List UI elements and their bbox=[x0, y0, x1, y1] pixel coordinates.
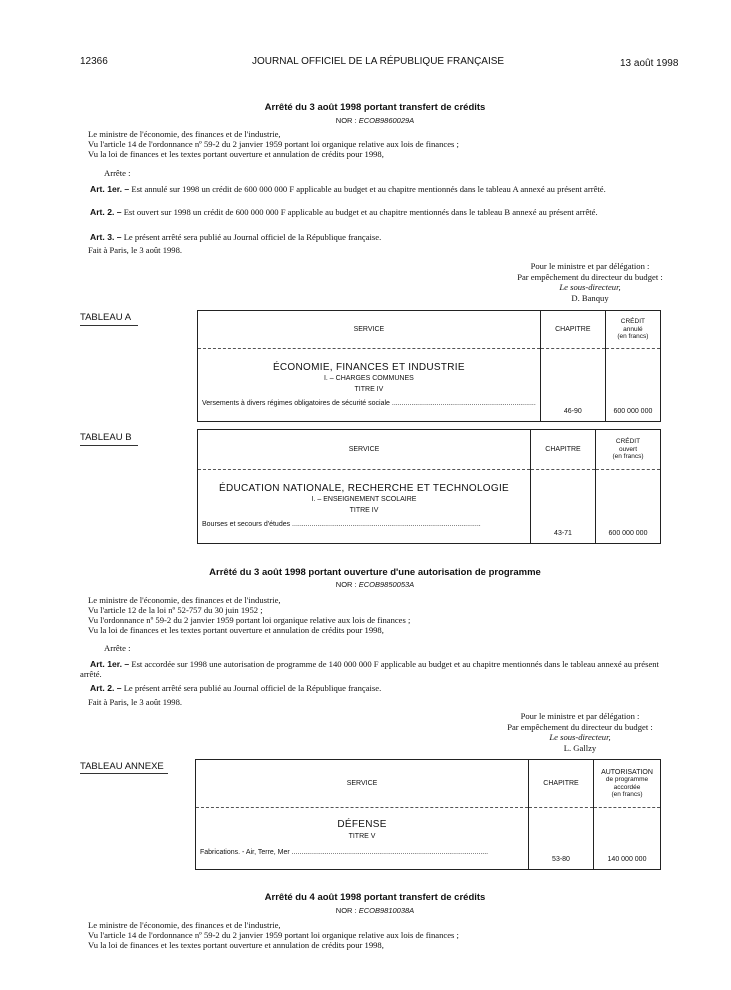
preamble-line: Vu la loi de finances et les textes portant ouverture et annulation de crédits pour 1998, bbox=[88, 149, 384, 159]
signature-block: Pour le ministre et par délégation : Par empêchement du directeur du budget : Le sous-directeur, D. Banquy bbox=[517, 261, 663, 303]
arrete-label: Arrête : bbox=[104, 643, 131, 653]
divider bbox=[80, 325, 138, 326]
preamble-line: Vu la loi de finances et les textes portant ouverture et annulation de crédits pour 1998, bbox=[88, 625, 384, 635]
ministry-cell: ÉCONOMIE, FINANCES ET INDUSTRIE I. – CHARGES COMMUNES TITRE IV Versements à divers régimes obligatoires de sécurité sociale .......................................................................... bbox=[198, 349, 541, 422]
issue-date: 13 août 1998 bbox=[620, 58, 679, 69]
preamble-line: Le ministre de l'économie, des finances et de l'industrie, bbox=[88, 129, 281, 139]
chapitre-cell: 43-71 bbox=[531, 470, 596, 544]
table-row: Versements à divers régimes obligatoires de sécurité sociale .......................................................................... bbox=[202, 399, 536, 407]
programme-table bbox=[195, 759, 661, 870]
table-label: TABLEAU A bbox=[80, 312, 132, 323]
table-row: Bourses et secours d'études ................................................................................................. bbox=[202, 521, 481, 528]
nor-reference: NOR : ECOB9810038A bbox=[335, 906, 415, 915]
chapitre-cell: 46-90 bbox=[540, 349, 605, 422]
column-header: SERVICE bbox=[196, 760, 529, 808]
article: Art. 1er. – Est annulé sur 1998 un crédit de 600 000 000 F applicable au budget et au chapitre mentionnés dans le tableau A annexé au présent arrêté. bbox=[90, 184, 606, 194]
decree-title: Arrêté du 3 août 1998 portant transfert de crédits bbox=[264, 102, 486, 113]
signature-block: Pour le ministre et par délégation : Par empêchement du directeur du budget : Le sous-directeur, L. Gallzy bbox=[507, 711, 653, 753]
article: Art. 2. – Est ouvert sur 1998 un crédit de 600 000 000 F applicable au budget et au chapitre mentionnés dans le tableau B annexé au présent arrêté. bbox=[90, 207, 598, 217]
page-number: 12366 bbox=[80, 56, 108, 67]
table-row: Fabrications. - Air, Terre, Mer ..................................................................................................... bbox=[200, 848, 489, 856]
decree-title: Arrêté du 4 août 1998 portant transfert de crédits bbox=[264, 892, 486, 903]
preamble-line: Le ministre de l'économie, des finances et de l'industrie, bbox=[88, 595, 281, 605]
decree-title: Arrêté du 3 août 1998 portant ouverture d'une autorisation de programme bbox=[209, 567, 541, 578]
amount-cell: 140 000 000 bbox=[594, 808, 661, 870]
credit-table bbox=[197, 310, 661, 422]
preamble-line: Le ministre de l'économie, des finances et de l'industrie, bbox=[88, 920, 281, 930]
credit-table bbox=[197, 429, 661, 544]
amount-cell: 600 000 000 bbox=[605, 349, 660, 422]
article: Art. 3. – Le présent arrêté sera publié au Journal officiel de la République française. bbox=[90, 232, 382, 242]
column-header: SERVICE bbox=[198, 430, 531, 470]
nor-reference: NOR : ECOB9860029A bbox=[335, 116, 415, 125]
column-header: AUTORISATION de programme accordée (en francs) bbox=[594, 760, 661, 808]
table-label: TABLEAU ANNEXE bbox=[80, 761, 164, 772]
preamble-line: Vu la loi de finances et les textes portant ouverture et annulation de crédits pour 1998, bbox=[88, 940, 384, 950]
column-header: SERVICE bbox=[198, 311, 541, 349]
ministry-cell: DÉFENSE TITRE V Fabrications. - Air, Terre, Mer ..................................................................................................... bbox=[196, 808, 529, 870]
divider bbox=[80, 773, 168, 774]
column-header: CRÉDIT annulé (en francs) bbox=[605, 311, 660, 349]
preamble-line: Vu l'ordonnance nº 59-2 du 2 janvier 1959 portant loi organique relative aux lois de finances ; bbox=[88, 615, 411, 625]
preamble-line: Vu l'article 14 de l'ordonnance nº 59-2 du 2 janvier 1959 portant loi organique relative aux lois de finances ; bbox=[88, 139, 459, 149]
column-header: CHAPITRE bbox=[529, 760, 594, 808]
divider bbox=[80, 445, 138, 446]
column-header: CHAPITRE bbox=[540, 311, 605, 349]
table-label: TABLEAU B bbox=[80, 432, 132, 443]
article: Art. 1er. – Est accordée sur 1998 une autorisation de programme de 140 000 000 F applicable au budget et au chapitre mentionnés dans le tableau annexé au présent arrêté. bbox=[80, 659, 659, 679]
preamble-line: Vu l'article 12 de la loi nº 52-757 du 30 juin 1952 ; bbox=[88, 605, 263, 615]
chapitre-cell: 53-80 bbox=[529, 808, 594, 870]
amount-cell: 600 000 000 bbox=[596, 470, 661, 544]
nor-reference: NOR : ECOB9850053A bbox=[335, 580, 415, 589]
journal-title: JOURNAL OFFICIEL DE LA RÉPUBLIQUE FRANÇAISE bbox=[252, 56, 505, 67]
column-header: CHAPITRE bbox=[531, 430, 596, 470]
fait-a-paris: Fait à Paris, le 3 août 1998. bbox=[88, 245, 183, 255]
preamble-line: Vu l'article 14 de l'ordonnance nº 59-2 du 2 janvier 1959 portant loi organique relative aux lois de finances ; bbox=[88, 930, 459, 940]
ministry-cell: ÉDUCATION NATIONALE, RECHERCHE ET TECHNOLOGIE I. – ENSEIGNEMENT SCOLAIRE TITRE IV Bourses et secours d'études ................................................................................................. bbox=[198, 470, 531, 544]
column-header: CRÉDIT ouvert (en francs) bbox=[596, 430, 661, 470]
article: Art. 2. – Le présent arrêté sera publié au Journal officiel de la République française. bbox=[90, 683, 382, 693]
fait-a-paris: Fait à Paris, le 3 août 1998. bbox=[88, 697, 183, 707]
arrete-label: Arrête : bbox=[104, 168, 131, 178]
